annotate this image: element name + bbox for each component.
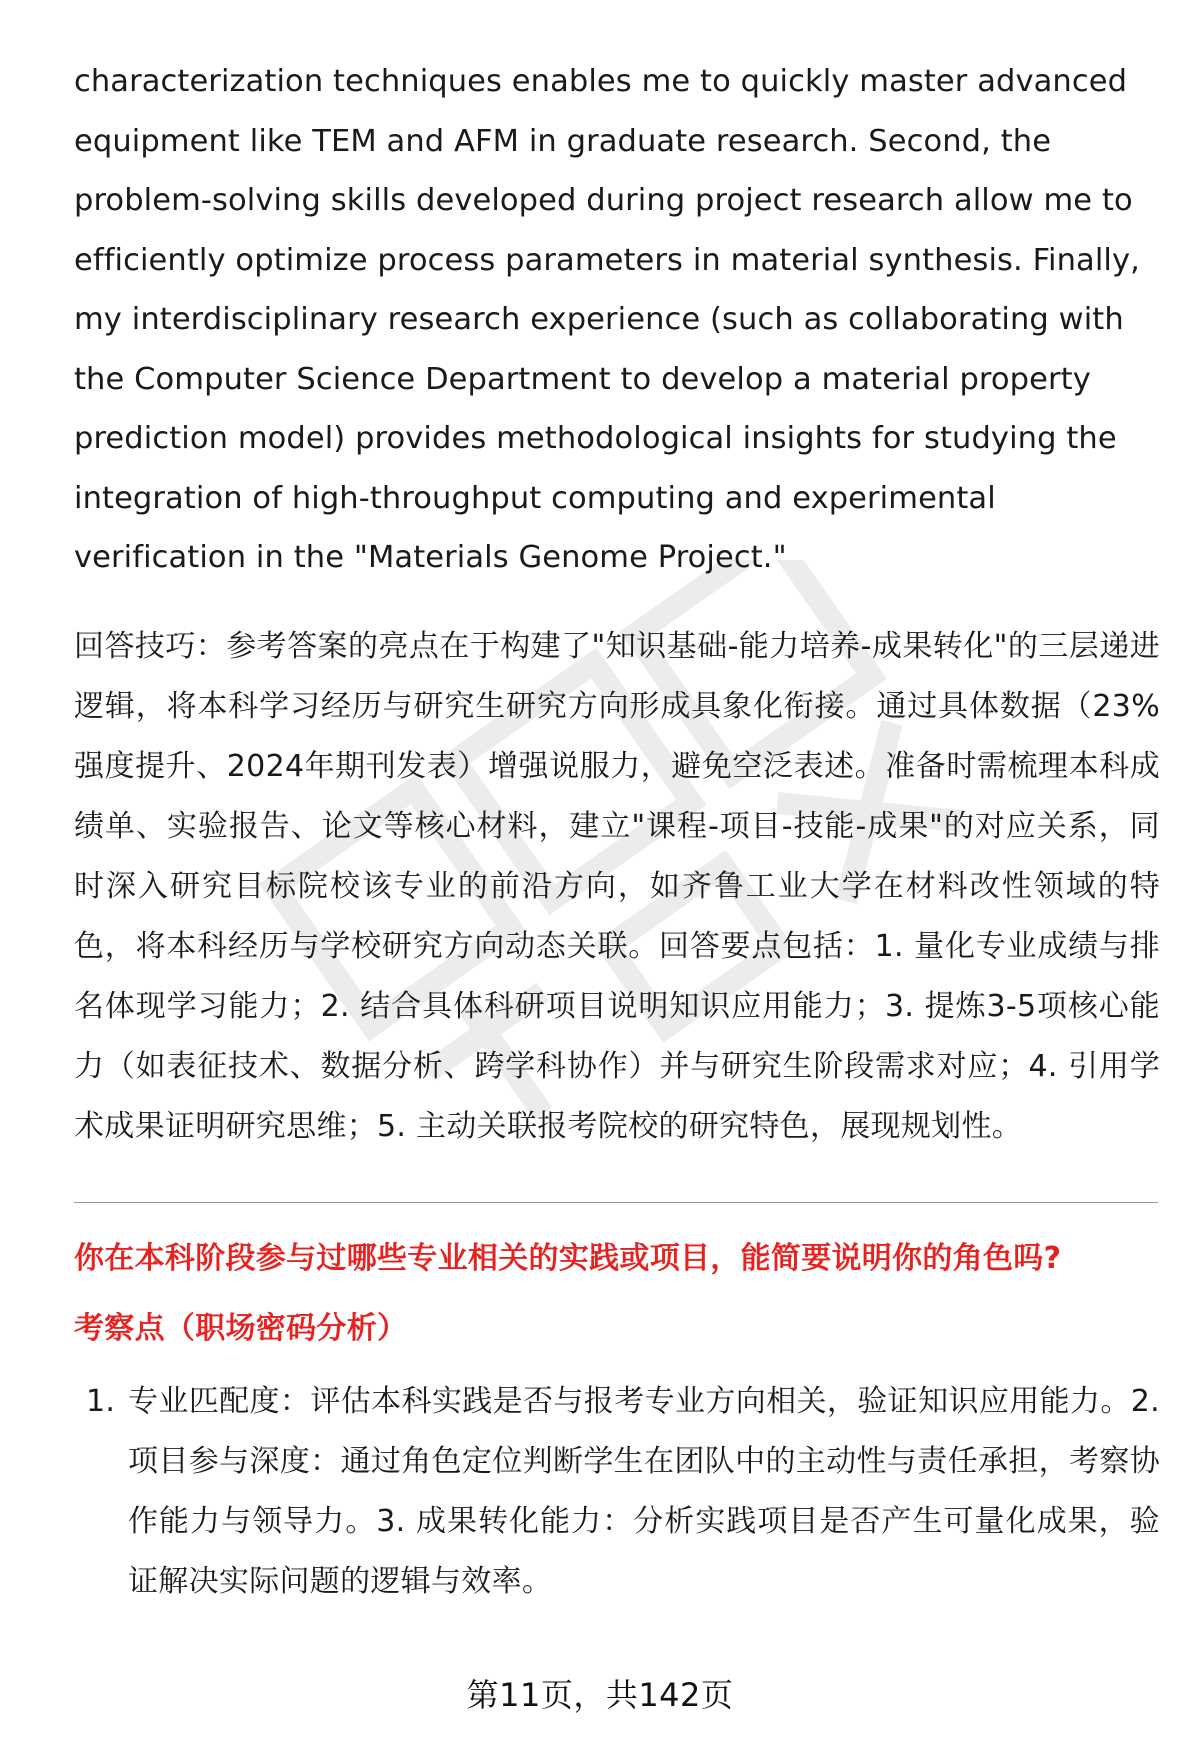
list-item-text: 专业匹配度：评估本科实践是否与报考专业方向相关，验证知识应用能力。2. 项目参与深度：通过角色定位判断学生在团队中的主动性与责任承担，考察协作能力与领导力。3. 成果转化能力：分析实践项目是否产生可量化成果，验证解决实际问题的逻辑与效率。 <box>128 1384 1160 1599</box>
question-heading: 你在本科阶段参与过哪些专业相关的实践或项目，能简要说明你的角色吗? <box>74 1241 1062 1276</box>
answer-tips-paragraph: 回答技巧：参考答案的亮点在于构建了"知识基础-能力培养-成果转化"的三层递进逻辑，将本科学习经历与研究生研究方向形成具象化衔接。通过具体数据（23%强度提升、2024年期刊发表）增强说服力，避免空泛表述。准备时需梳理本科成绩单、实验报告、论文等核心材料，建立"课程-项目-技能-成果"的对应关系，同时深入研究目标院校该专业的前沿方向，如齐鲁工业大学在材料改性领域的特色，将本科经历与学校研究方向动态关联。回答要点包括：1. 量化专业成绩与排名体现学习能力；2. 结合具体科研项目说明知识应用能力；3. 提炼3-5项核心能力（如表征技术、数据分析、跨学科协作）并与研究生阶段需求对应；4. 引用学术成果证明研究思维；5. 主动关联报考院校的研究特色，展现规划性。 <box>74 629 1160 1144</box>
list-item <box>74 1372 1160 1612</box>
answer-paragraph: characterization techniques enables me to quickly master advanced equipment like TEM and AFM in graduate research. Second, the problem-solving skills developed during project research allow me to efficiently optimize process parameters in material synthesis. Finally, my interdisciplinary research experience (such as collaborating with the Computer Science Department to develop a material property prediction model) provides methodological insights for studying the integration of high-throughput computing and experimental verification in the "Materials Genome Project." <box>74 64 1140 575</box>
assessment-points-list <box>74 1372 1160 1612</box>
list-item-number: 1. <box>86 1384 116 1419</box>
assessment-points-heading: 考察点（职场密码分析） <box>74 1311 408 1346</box>
section-divider <box>74 1202 1158 1203</box>
page-footer: 第11页，共142页 <box>466 1676 734 1714</box>
